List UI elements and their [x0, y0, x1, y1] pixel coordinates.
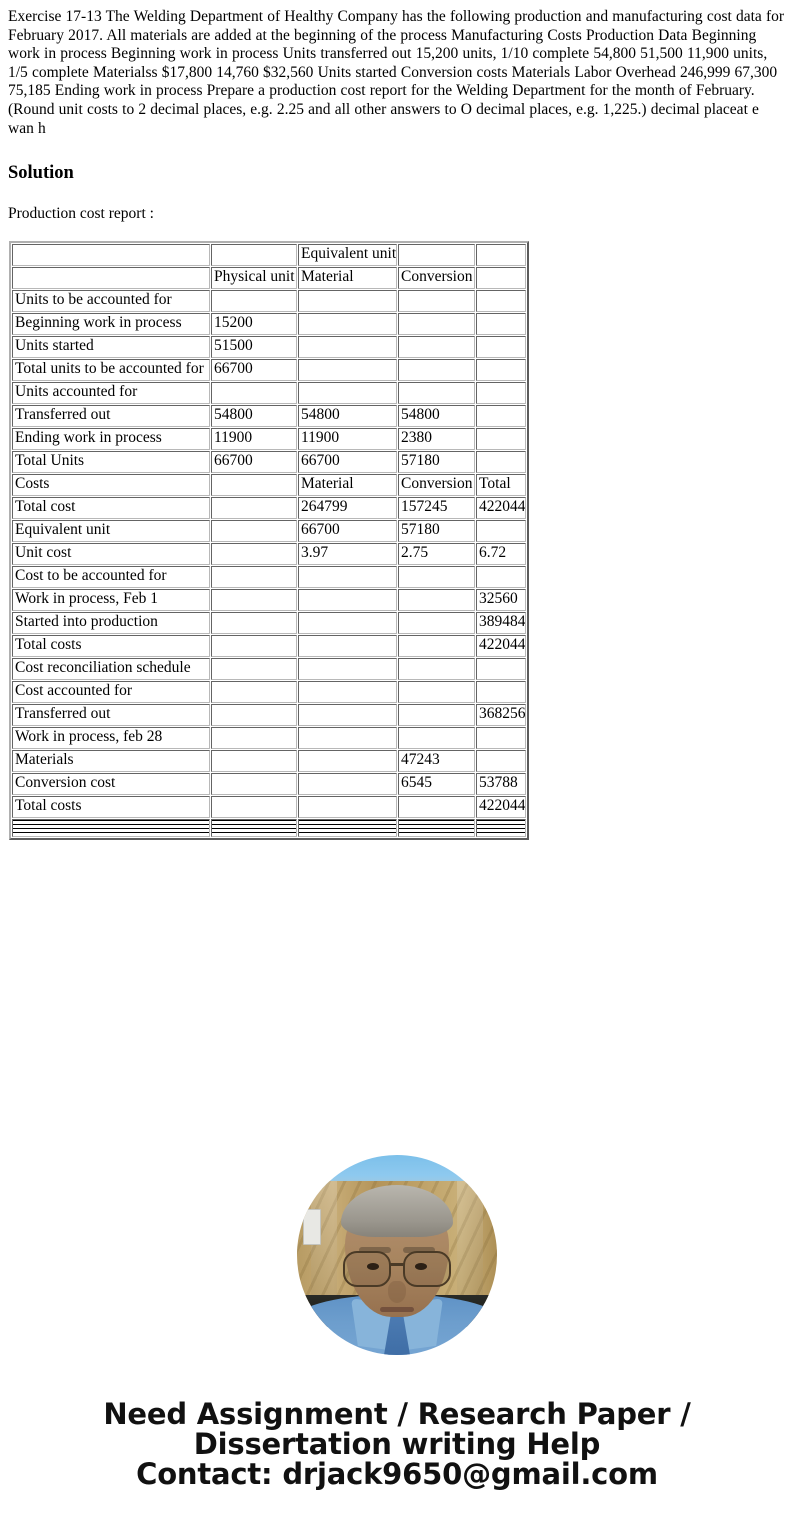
table-cell [398, 566, 475, 588]
table-row [12, 727, 526, 749]
table-cell: 66700 [298, 451, 397, 473]
table-row [12, 313, 526, 335]
table-cell: Total cost [12, 497, 210, 519]
table-cell: Total costs [12, 796, 210, 818]
production-cost-report-table [9, 241, 529, 840]
photo-nose [388, 1281, 406, 1303]
table-cell [476, 382, 526, 404]
table-cell: Total costs [12, 635, 210, 657]
table-cell: 51500 [211, 336, 297, 358]
table-cell [298, 681, 397, 703]
table-cell: 422044 [476, 497, 526, 519]
table-cell: Cost to be accounted for [12, 566, 210, 588]
table-cell [476, 750, 526, 772]
table-cell: Transferred out [12, 405, 210, 427]
table-row [12, 382, 526, 404]
table-row [12, 405, 526, 427]
table-cell: Total units to be accounted for [12, 359, 210, 381]
table-cell: 11900 [298, 428, 397, 450]
table-cell [398, 382, 475, 404]
table-cell [476, 520, 526, 542]
table-cell: Equivalent unit [12, 520, 210, 542]
glasses-icon [341, 1251, 453, 1285]
table-cell: 2.75 [398, 543, 475, 565]
table-cell [298, 382, 397, 404]
table-cell [12, 267, 210, 289]
table-row [12, 796, 526, 818]
table-cell [298, 313, 397, 335]
photo-lens-left [343, 1251, 391, 1287]
table-cell: Unit cost [12, 543, 210, 565]
table-cell [12, 244, 210, 266]
table-cell: Total [476, 474, 526, 496]
table-cell: Conversion [398, 267, 475, 289]
table-row [12, 658, 526, 680]
table-cell: 157245 [398, 497, 475, 519]
table-cell [211, 727, 297, 749]
table-row [12, 704, 526, 726]
table-cell [476, 313, 526, 335]
table-cell [211, 658, 297, 680]
table-row [12, 451, 526, 473]
table-cell: Materials [12, 750, 210, 772]
table-cell: 66700 [211, 451, 297, 473]
table-cell: 57180 [398, 520, 475, 542]
table-cell: Physical unit [211, 267, 297, 289]
table-cell [476, 428, 526, 450]
table-rule-cell [476, 819, 526, 837]
table-cell: 422044 [476, 796, 526, 818]
table-cell [476, 359, 526, 381]
table-cell [211, 589, 297, 611]
table-cell [211, 704, 297, 726]
table-row [12, 612, 526, 634]
table-cell [298, 704, 397, 726]
footer-line-2: Contact: drjack9650@gmail.com [136, 1456, 658, 1491]
table-cell [211, 244, 297, 266]
table-cell [298, 750, 397, 772]
table-cell: 57180 [398, 451, 475, 473]
table-cell: 6545 [398, 773, 475, 795]
table-row [12, 336, 526, 358]
table-cell: 264799 [298, 497, 397, 519]
table-cell [398, 589, 475, 611]
table-row [12, 359, 526, 381]
table-cell [298, 635, 397, 657]
table-cell: 15200 [211, 313, 297, 335]
table-cell: Costs [12, 474, 210, 496]
table-cell: Work in process, Feb 1 [12, 589, 210, 611]
table-cell: Transferred out [12, 704, 210, 726]
table-cell: Ending work in process [12, 428, 210, 450]
table-cell [298, 336, 397, 358]
table-cell [398, 359, 475, 381]
table-cell [211, 520, 297, 542]
solution-heading: Solution [8, 163, 74, 184]
table-cell [398, 727, 475, 749]
table-row [12, 681, 526, 703]
table-cell [211, 612, 297, 634]
table-cell [298, 796, 397, 818]
table-cell [476, 451, 526, 473]
table-cell [211, 681, 297, 703]
table-cell [398, 336, 475, 358]
table-cell [476, 566, 526, 588]
photo-mouth [380, 1307, 414, 1312]
table-rule-cell [12, 819, 210, 837]
table-cell: 54800 [298, 405, 397, 427]
table-cell: 54800 [398, 405, 475, 427]
footer-contact-banner [0, 1397, 794, 1491]
table-cell [398, 635, 475, 657]
table-cell [211, 382, 297, 404]
table-row [12, 497, 526, 519]
table-cell: 53788 [476, 773, 526, 795]
table-cell [211, 474, 297, 496]
table-cell [476, 267, 526, 289]
table-cell [211, 750, 297, 772]
question-paragraph: Exercise 17-13 The Welding Department of Healthy Company has the following production and manufacturing cost data for February 2017. All materials are added at the beginning of the process Manufacturing Costs Production Data Beginning work in process Beginning work in process Units transferred out 15,200 units, 1/10 complete 54,800 51,500 11,900 units, 1/5 complete Materialss $17,800 14,760 $32,560 Units started Conversion costs Materials Labor Overhead 246,999 67,300 75,185 Ending work in process Prepare a production cost report for the Welding Department for the month of February. (Round unit costs to 2 decimal places, e.g. 2.25 and all other answers to O decimal places, e.g. 1,225.) decimal placeat e wan h [8, 8, 785, 137]
table-cell: Material [298, 267, 397, 289]
table-cell: 2380 [398, 428, 475, 450]
table-rule-row [12, 819, 526, 837]
table-cell [298, 566, 397, 588]
table-cell: Units accounted for [12, 382, 210, 404]
table-cell: Beginning work in process [12, 313, 210, 335]
table-cell [476, 681, 526, 703]
table-row [12, 244, 526, 266]
table-row [12, 267, 526, 289]
table-cell [476, 290, 526, 312]
table-cell: 32560 [476, 589, 526, 611]
table-cell [211, 566, 297, 588]
table-cell [298, 359, 397, 381]
table-cell: 368256 [476, 704, 526, 726]
avatar [297, 1155, 497, 1355]
table-cell: Material [298, 474, 397, 496]
table-cell [476, 244, 526, 266]
table-row [12, 520, 526, 542]
table-cell: 66700 [211, 359, 297, 381]
photo-wall-panel-right [457, 1181, 483, 1303]
table-cell [211, 290, 297, 312]
table-cell: Conversion cost [12, 773, 210, 795]
table-row [12, 428, 526, 450]
table-cell: 3.97 [298, 543, 397, 565]
table-cell [298, 658, 397, 680]
table-row [12, 474, 526, 496]
table-row [12, 589, 526, 611]
table-cell: Units started [12, 336, 210, 358]
table-body [12, 244, 526, 837]
table-cell [398, 704, 475, 726]
table-cell [211, 497, 297, 519]
table-cell: 389484 [476, 612, 526, 634]
table-row [12, 290, 526, 312]
table-cell [398, 681, 475, 703]
table-row [12, 566, 526, 588]
table-cell [476, 658, 526, 680]
footer-line-1: Need Assignment / Research Paper / Dissertation writing Help [103, 1397, 691, 1461]
table-cell [398, 290, 475, 312]
table-cell [398, 658, 475, 680]
table-rule-cell [398, 819, 475, 837]
table-cell [211, 635, 297, 657]
table-cell: 54800 [211, 405, 297, 427]
table-rule-cell [298, 819, 397, 837]
table-cell: Equivalent unit [298, 244, 397, 266]
table-cell [476, 727, 526, 749]
table-cell [398, 612, 475, 634]
table-cell [476, 405, 526, 427]
table-row [12, 543, 526, 565]
table-cell: 422044 [476, 635, 526, 657]
photo-wall-switch [303, 1209, 321, 1245]
table-cell: Total Units [12, 451, 210, 473]
table-cell [298, 290, 397, 312]
table-cell [298, 773, 397, 795]
table-cell [298, 589, 397, 611]
table-row [12, 750, 526, 772]
table-cell: Started into production [12, 612, 210, 634]
table-cell [298, 612, 397, 634]
table-cell [298, 727, 397, 749]
table-cell: 6.72 [476, 543, 526, 565]
photo-lens-right [403, 1251, 451, 1287]
table-cell: 66700 [298, 520, 397, 542]
table-cell [211, 543, 297, 565]
table-cell [398, 796, 475, 818]
table-cell [476, 336, 526, 358]
table-cell: Units to be accounted for [12, 290, 210, 312]
table-cell: 11900 [211, 428, 297, 450]
table-rule-cell [211, 819, 297, 837]
table-cell: Work in process, feb 28 [12, 727, 210, 749]
table-cell [398, 244, 475, 266]
table-cell [211, 796, 297, 818]
production-cost-report-label: Production cost report : [8, 205, 154, 223]
table-cell: Conversion [398, 474, 475, 496]
table-cell [398, 313, 475, 335]
avatar-image [297, 1155, 497, 1355]
table-cell [211, 773, 297, 795]
table-row [12, 773, 526, 795]
table-cell: 47243 [398, 750, 475, 772]
table-row [12, 635, 526, 657]
table-cell: Cost accounted for [12, 681, 210, 703]
table-cell: Cost reconciliation schedule [12, 658, 210, 680]
